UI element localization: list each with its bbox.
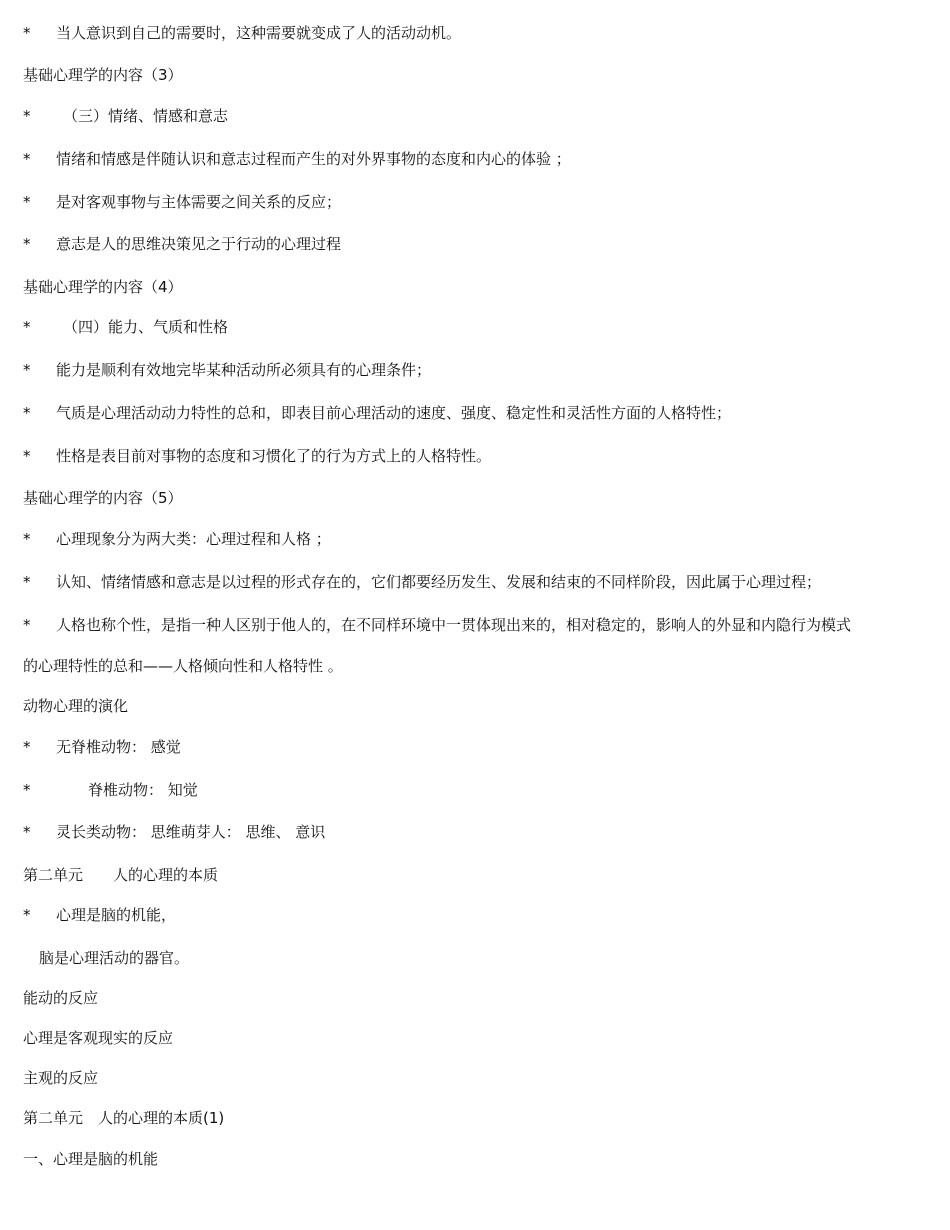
bullet-text: （四）能力、气质和性格	[63, 318, 229, 336]
bullet-line	[23, 105, 936, 127]
bullet-line	[23, 148, 936, 170]
bullet-text: 人格也称个性，是指一种人区别于他人的，在不同样环境中一贯体现出来的，相对稳定的，影响人的外显和内隐行为模式	[56, 616, 852, 634]
bullet-line	[23, 402, 936, 424]
bullet-marker: *	[23, 781, 31, 799]
bullet-line	[23, 904, 936, 926]
bullet-marker: *	[23, 530, 31, 548]
bullet-text: 是对客观事物与主体需要之间关系的反应；	[56, 193, 342, 211]
bullet-marker: *	[23, 361, 31, 379]
bullet-text: 当人意识到自己的需要时，这种需要就变成了人的活动动机。	[56, 24, 462, 42]
bullet-marker: *	[23, 318, 31, 336]
bullet-marker: *	[23, 616, 31, 634]
section-heading: 第二单元 人的心理的本质(1)	[23, 1109, 225, 1127]
bullet-text: 心理现象分为两大类：心理过程和人格 ；	[56, 530, 331, 548]
section-heading: 一、心理是脑的机能	[23, 1150, 159, 1168]
bullet-text: 认知、情绪情感和意志是以过程的形式存在的，它们都要经历发生、发展和结束的不同样阶段，因此属于心理过程；	[56, 573, 822, 591]
bullet-marker: *	[23, 404, 31, 422]
bullet-marker: *	[23, 150, 31, 168]
bullet-line	[23, 359, 936, 381]
bullet-line	[23, 571, 936, 593]
bullet-line	[23, 779, 936, 801]
section-heading: 第二单元 人的心理的本质	[23, 866, 219, 884]
bullet-marker: *	[23, 738, 31, 756]
bullet-line	[23, 445, 936, 467]
bullet-text: 性格是表目前对事物的态度和习惯化了的行为方式上的人格特性。	[56, 447, 492, 465]
bullet-marker: *	[23, 823, 31, 841]
bullet-text: 气质是心理活动动力特性的总和，即表目前心理活动的速度、强度、稳定性和灵活性方面的人格特性；	[56, 404, 732, 422]
bullet-marker: *	[23, 235, 31, 253]
section-heading: 基础心理学的内容（5）	[23, 489, 183, 507]
bullet-text: （三）情绪、情感和意志	[63, 107, 229, 125]
bullet-marker: *	[23, 906, 31, 924]
bullet-marker: *	[23, 447, 31, 465]
bullet-line	[23, 614, 936, 636]
section-heading: 能动的反应	[23, 989, 99, 1007]
section-heading: 心理是客观现实的反应	[23, 1029, 174, 1047]
bullet-marker: *	[23, 107, 31, 125]
bullet-line	[23, 316, 936, 338]
bullet-line	[23, 233, 936, 255]
bullet-text: 意志是人的思维决策见之于行动的心理过程	[56, 235, 342, 253]
bullet-text: 心理是脑的机能，	[56, 906, 177, 924]
indented-text: 脑是心理活动的器官。	[39, 949, 190, 967]
bullet-text: 能力是顺利有效地完毕某种活动所必须具有的心理条件；	[56, 361, 432, 379]
bullet-marker: *	[23, 573, 31, 591]
bullet-marker: *	[23, 24, 31, 42]
bullet-text: 灵长类动物： 思维萌芽人： 思维、 意识	[56, 823, 326, 841]
bullet-line	[23, 528, 936, 550]
section-heading: 主观的反应	[23, 1069, 99, 1087]
bullet-text: 脊椎动物： 知觉	[88, 781, 198, 799]
bullet-line	[23, 22, 936, 44]
bullet-marker: *	[23, 193, 31, 211]
section-heading: 基础心理学的内容（3）	[23, 66, 183, 84]
bullet-text: 无脊椎动物： 感觉	[56, 738, 181, 756]
bullet-line	[23, 191, 936, 213]
bullet-line	[23, 821, 936, 843]
section-heading: 动物心理的演化	[23, 697, 129, 715]
bullet-text: 情绪和情感是伴随认识和意志过程而产生的对外界事物的态度和内心的体验 ；	[56, 150, 571, 168]
section-heading: 基础心理学的内容（4）	[23, 278, 183, 296]
continuation-text: 的心理特性的总和——人格倾向性和人格特性 。	[23, 657, 343, 675]
bullet-line	[23, 736, 936, 758]
